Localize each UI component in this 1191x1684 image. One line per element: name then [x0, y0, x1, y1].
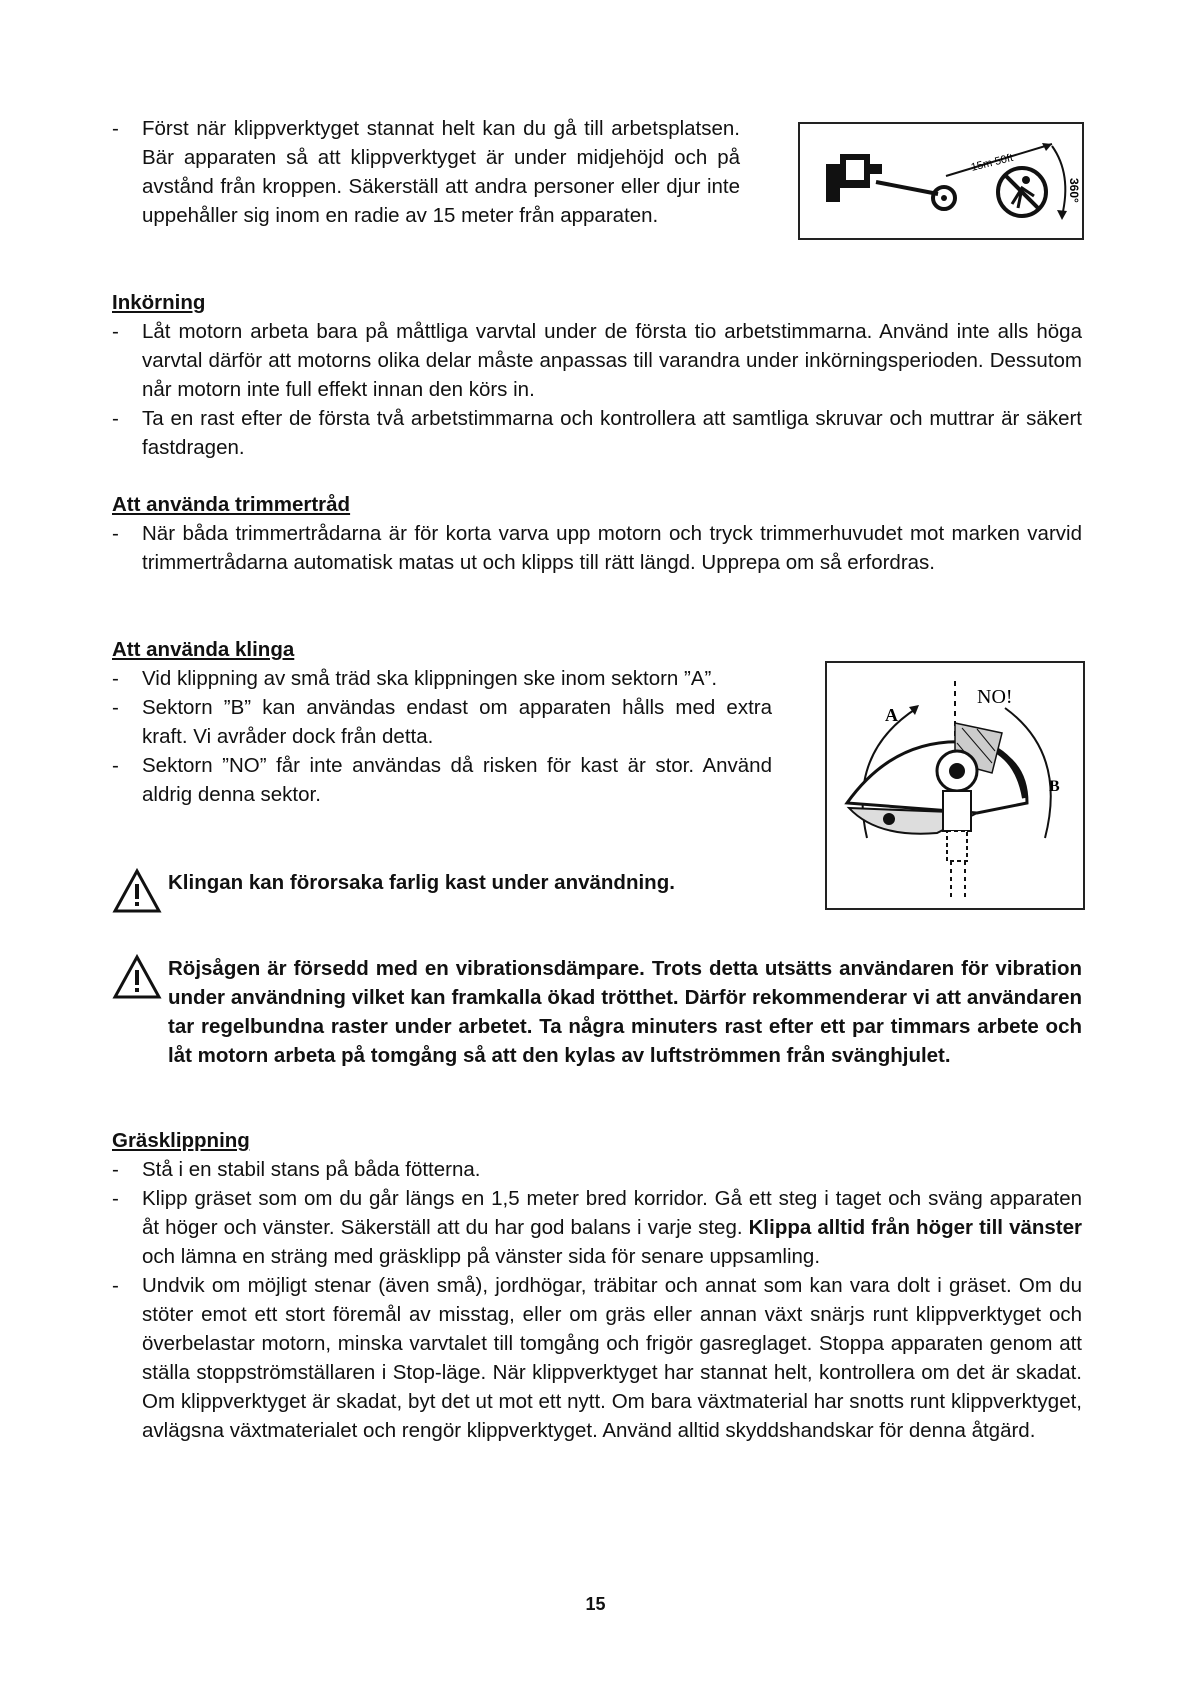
angle-label: 360° [1067, 178, 1081, 203]
list-item [112, 1184, 1082, 1271]
safety-distance-illustration [800, 124, 1082, 238]
list-item: - Stå i en stabil stans på båda fötterna. [112, 1155, 1082, 1184]
warning-vibration [112, 954, 1082, 1070]
item-bold-text: Klippa alltid från höger till vänster [748, 1216, 1082, 1239]
klinga-list [112, 664, 772, 809]
no-person-icon [998, 168, 1046, 216]
warning-triangle-icon [112, 868, 168, 919]
list-item: - Sektorn ”NO” får inte användas då risken för kast är stor. Använd aldrig denna sektor. [112, 751, 772, 809]
list-item: - Ta en rast efter de första två arbetstimmarna och kontrollera att samtliga skruvar och muttrar är säkert fastdragen. [112, 404, 1082, 462]
inkorning-section [112, 288, 1082, 462]
section-heading: Att använda trimmertråd [112, 493, 351, 516]
list-item: - Vid klippning av små träd ska klippningen ske inom sektorn ”A”. [112, 664, 772, 693]
sector-a-label: A [885, 705, 898, 725]
item-text: och lämna en sträng med gräsklipp på vänster sida för senare uppsamling. [142, 1245, 821, 1268]
sector-no-label: NO! [977, 686, 1013, 708]
warning-text: Röjsågen är försedd med en vibrationsdämpare. Trots detta utsätts användaren för vibration under användning vilket kan framkalla ökad trötthet. Därför rekommenderar vi att användaren tar regelbundna raster under arbetet. Ta några minuters rast efter ett par timmars arbete och låt motorn arbeta på tomgång så att den kylas av luftströmmen från svänghjulet. [168, 957, 1082, 1067]
grasklippning-list [112, 1155, 1082, 1445]
blade-sector-illustration [827, 663, 1083, 908]
list-item: - Undvik om möjligt stenar (även små), jordhögar, träbitar och annat som kan vara dolt i gräset. Om du stöter emot ett stort föremål av misstag, eller om gräs eller annan växt snärjs runt klippverktyget och överbelastar motorn, minska varvtalet till tomgång och frigör gasreglaget. Stoppa apparaten genom att ställa stoppströmställaren i Stop-läge. När klippverktyget har stannat helt, kontrollera om det är skadat. Om klippverktyget är skadat, byt det ut mot ett nytt. Om bara växtmaterial har snotts runt klippverktyget, avlägsna växtmaterialet och rengör klippverktyget. Använd alltid skyddshandskar för denna åtgärd. [112, 1271, 1082, 1445]
trimmertrad-section [112, 490, 1082, 577]
section-heading: Att använda klinga [112, 638, 295, 661]
blade-sector-figure [825, 661, 1085, 910]
warning-triangle-icon [112, 954, 168, 1070]
sector-b-label: B [1049, 778, 1060, 795]
intro-section [112, 114, 740, 230]
list-item: - När båda trimmertrådarna är för korta varva upp motorn och tryck trimmerhuvudet mot marken varvid trimmertrådarna automatisk matas ut och klipps till rätt längd. Upprepa om så erfordras. [112, 519, 1082, 577]
distance-label: 15m 50ft [969, 151, 1015, 174]
list-item: - Sektorn ”B” kan användas endast om apparaten hålls med extra kraft. Vi avråder dock från detta. [112, 693, 772, 751]
page-number: 15 [585, 1594, 606, 1614]
list-item: - Låt motorn arbeta bara på måttliga varvtal under de första tio arbetstimmarna. Använd inte alls höga varvtal därför att motorns olika delar måste anpassas till varandra under inkörningsperioden. Dessutom når motorn inte full effekt innan den körs in. [112, 317, 1082, 404]
section-heading: Gräsklippning [112, 1129, 250, 1152]
warning-kickback [112, 868, 772, 919]
trimmertrad-list [112, 519, 1082, 577]
section-heading: Inkörning [112, 291, 206, 314]
grasklippning-section [112, 1126, 1082, 1445]
safety-distance-figure [798, 122, 1084, 240]
warning-text: Klingan kan förorsaka farlig kast under användning. [168, 871, 675, 894]
klinga-section [112, 635, 772, 809]
item-text: Klipp gräset som om du går längs en 1,5 meter bred korridor. Gå ett steg i taget och sväng apparaten åt höger och vänster. Säkerställ att du har god balans i varje steg. [142, 1187, 1082, 1239]
intro-list [112, 114, 740, 230]
inkorning-list [112, 317, 1082, 462]
operator-icon [826, 154, 882, 202]
rotation-arc [1052, 146, 1065, 216]
list-item: - Först när klippverktyget stannat helt kan du gå till arbetsplatsen. Bär apparaten så att klippverktyget är under midjehöjd och på avstånd från kroppen. Säkerställ att andra personer eller djur inte uppehåller sig inom en radie av 15 meter från apparaten. [112, 114, 740, 230]
shaft-line [876, 182, 938, 194]
